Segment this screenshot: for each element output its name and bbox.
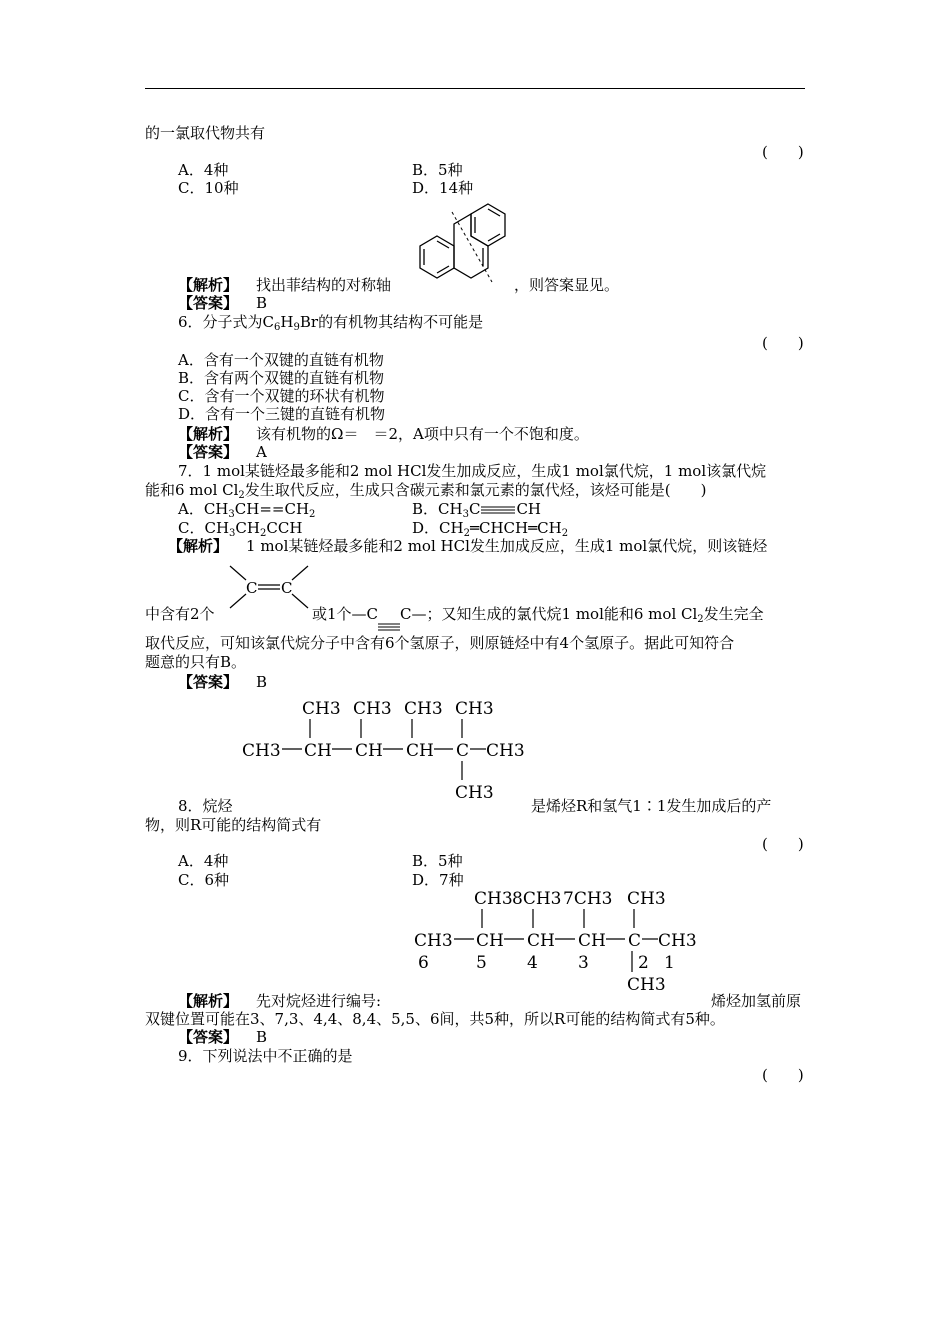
q8-answer-paren: ( ) bbox=[762, 835, 804, 853]
cc-left-atom: C bbox=[246, 579, 258, 597]
q6-answer-row bbox=[178, 443, 267, 461]
q8-answer-label: 【答案】 bbox=[178, 1028, 239, 1046]
q8-stem-a: 8．烷烃 bbox=[178, 797, 233, 815]
q7-option-b: B．$CH_3C$ CH bbox=[412, 500, 542, 520]
q7-answer-value: B bbox=[256, 673, 268, 691]
position-number-4: 4 bbox=[527, 953, 538, 973]
top-group-3: CH3 bbox=[404, 699, 443, 719]
q5-answer-value: B bbox=[256, 294, 268, 312]
q5-explanation-row bbox=[178, 276, 391, 294]
q6-explanation-label: 【解析】 bbox=[178, 425, 239, 443]
q6-answer-label: 【答案】 bbox=[178, 443, 239, 461]
q8-explanation-label: 【解析】 bbox=[178, 992, 239, 1010]
q8-stem-b: 是烯烃R和氢气1∶1发生加成后的产 bbox=[531, 797, 772, 815]
q5-answer-paren: ( ) bbox=[762, 143, 804, 161]
header-rule bbox=[145, 88, 805, 89]
position-number-2: 2 bbox=[638, 953, 649, 973]
top-group-4: CH3 bbox=[455, 699, 494, 719]
double-bond-structure bbox=[228, 564, 310, 612]
q7-explanation-line2-a: 中含有2个 bbox=[145, 605, 215, 623]
q8-explanation-row: 【解析】 先对烷烃进行编号: bbox=[178, 992, 382, 1010]
q6-answer-value: A bbox=[256, 443, 267, 461]
q7-answer-row bbox=[178, 673, 267, 691]
q5-option-a: A．4种 bbox=[178, 161, 229, 179]
q6-option-d: D．含有一个三键的直链有机物 bbox=[178, 405, 386, 423]
chain-atom-4: CH bbox=[406, 741, 434, 761]
q8-answer-value: B bbox=[256, 1028, 268, 1046]
q9-answer-paren: ( ) bbox=[762, 1066, 804, 1084]
num-top-group-4: CH3 bbox=[627, 889, 666, 909]
q6-option-c: C．含有一个双键的环状有机物 bbox=[178, 387, 385, 405]
num-chain-atom-5: C bbox=[628, 931, 642, 951]
top-group-1: CH3 bbox=[302, 699, 341, 719]
position-number-3: 3 bbox=[578, 953, 589, 973]
num-chain-atom-4: CH bbox=[578, 931, 606, 951]
q5-option-d: D．14种 bbox=[412, 179, 474, 197]
top-group-2: CH3 bbox=[353, 699, 392, 719]
q9-stem: 9．下列说法中不正确的是 bbox=[178, 1047, 353, 1065]
position-number-5: 5 bbox=[476, 953, 487, 973]
q8-stem-line2: 物，则R可能的结构简式有 bbox=[145, 816, 322, 834]
num-chain-atom-1: CH3 bbox=[414, 931, 453, 951]
q5-explanation-text: 找出菲结构的对称轴 bbox=[256, 276, 392, 294]
chain-atom-3: CH bbox=[355, 741, 383, 761]
num-chain-atom-6: CH3 bbox=[658, 931, 697, 951]
position-number-1: 1 bbox=[664, 953, 675, 973]
q8-explanation-tail: 烯烃加氢前原 bbox=[711, 992, 802, 1010]
num-top-group-1: CH3 bbox=[474, 889, 513, 909]
q8-option-a: A．4种 bbox=[178, 852, 229, 870]
q7-explanation-row: 【解析】 1 mol某链烃最多能和2 mol HCl发生加成反应，生成1 mol氯代烷，则该链烃 bbox=[168, 537, 768, 555]
q7-stem-line1: 7．1 mol某链烃最多能和2 mol HCl发生加成反应，生成1 mol氯代烷，1 mol该氯代烷 bbox=[178, 462, 767, 480]
num-top-group-3: 7CH3 bbox=[563, 889, 613, 909]
chain-atom-2: CH bbox=[304, 741, 332, 761]
q7-explanation-line3: 取代反应，可知该氯代烷分子中含有6个氢原子，则原链烃中有4个氢原子。据此可知符合 bbox=[145, 634, 735, 652]
q8-option-d: D．7种 bbox=[412, 871, 464, 889]
num-chain-atom-3: CH bbox=[527, 931, 555, 951]
q7-option-a: A．$CH_3CH==CH_2$ bbox=[178, 500, 316, 520]
q5-answer-label: 【答案】 bbox=[178, 294, 239, 312]
q6-stem: 6．分子式为$C_6H_9Br$的有机物其结构不可能是 bbox=[178, 313, 484, 333]
q5-option-c: C．10种 bbox=[178, 179, 239, 197]
q6-explanation-text: 该有机物的Ω＝ ＝2，A项中只有一个不饱和度。 bbox=[256, 425, 589, 443]
chain-atom-1: CH3 bbox=[242, 741, 281, 761]
chain-atom-5: C bbox=[456, 741, 470, 761]
q5-stem: 的一氯取代物共有 bbox=[145, 124, 266, 142]
q5-explanation-label: 【解析】 bbox=[178, 276, 239, 294]
q6-option-b: B．含有两个双键的直链有机物 bbox=[178, 369, 385, 387]
bottom-group: CH3 bbox=[455, 783, 494, 803]
q6-answer-paren: ( ) bbox=[762, 334, 804, 352]
cc-right-atom: C bbox=[281, 579, 293, 597]
numbered-alkane-structure bbox=[412, 884, 702, 996]
q7-option-d: D．$CH_2═CHCH═CH_2$ bbox=[412, 519, 569, 539]
q7-answer-label: 【答案】 bbox=[178, 673, 239, 691]
q7-option-c: C．$CH_3CH_2CCH$ bbox=[178, 519, 303, 539]
q8-option-c: C．6种 bbox=[178, 871, 230, 889]
num-top-group-2: 8CH3 bbox=[512, 889, 562, 909]
alkane-structure bbox=[240, 694, 530, 806]
q5-option-b: B．5种 bbox=[412, 161, 463, 179]
q7-explanation-line2-b: 或1个—C C—；又知生成的氯代烷1 mol能和6 mol $Cl_2$发生完全 bbox=[312, 605, 764, 625]
num-chain-atom-2: CH bbox=[476, 931, 504, 951]
q8-explanation-line2: 双键位置可能在3、7,3、4,4、8,4、5,5、6间，共5种，所以R可能的结构简式有5种。 bbox=[145, 1010, 725, 1028]
q7-explanation-line4: 题意的只有B。 bbox=[145, 653, 247, 671]
q8-answer-row bbox=[178, 1028, 267, 1046]
q7-stem-line2: 能和6 mol $Cl_2$发生取代反应，生成只含碳元素和氯元素的氯代烃，该烃可能是( ) bbox=[145, 481, 707, 501]
q6-explanation-row bbox=[178, 425, 589, 443]
position-number-6: 6 bbox=[418, 953, 429, 973]
q5-answer-row bbox=[178, 294, 267, 312]
q6-option-a: A．含有一个双键的直链有机物 bbox=[178, 351, 384, 369]
phenanthrene-structure bbox=[408, 198, 512, 284]
q5-explanation-tail: ，则答案显见。 bbox=[514, 276, 620, 294]
q8-option-b: B．5种 bbox=[412, 852, 463, 870]
chain-atom-6: CH3 bbox=[486, 741, 525, 761]
q7-explanation-label: 【解析】 bbox=[168, 537, 229, 555]
num-bottom-group: CH3 bbox=[627, 975, 666, 995]
